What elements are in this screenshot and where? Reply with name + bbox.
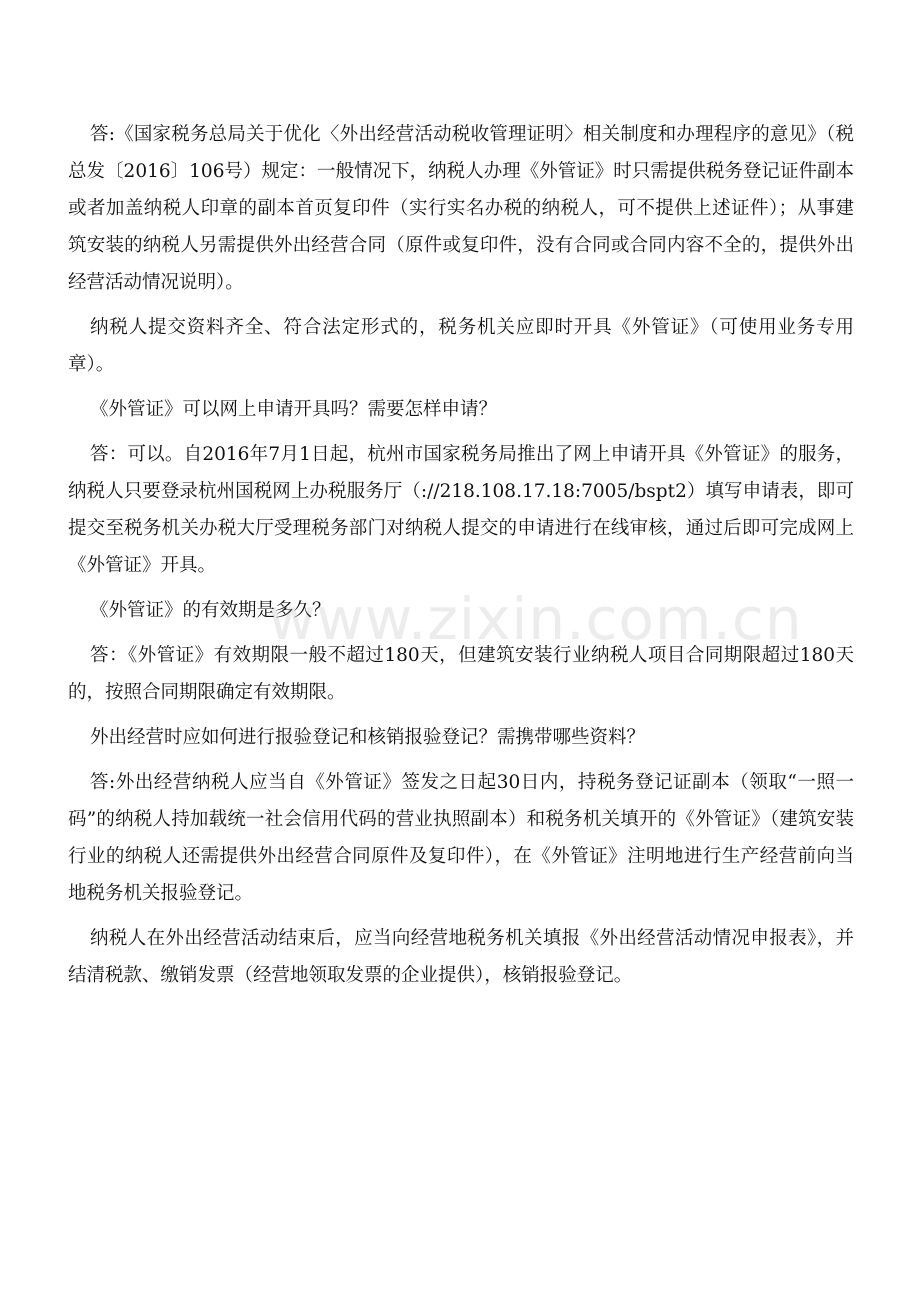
paragraph-question-registration: 外出经营时应如何进行报验登记和核销报验登记？需携带哪些资料？ — [90, 727, 646, 748]
paragraph-completion-declaration: 纳税人在外出经营活动结束后，应当向经营地税务机关填报《外出经营活动情况申报表》，并结清税款、缴销发票（经营地领取发票的企业提供），核销报验登记。 — [68, 928, 854, 986]
paragraph-answer-validity: 答：《外管证》有效期限一般不超过180天，但建筑安装行业纳税人项目合同期限超过180天的，按照合同期限确定有效期限。 — [68, 645, 854, 703]
paragraph-answer-documents: 答:《国家税务总局关于优化〈外出经营活动税收管理证明〉相关制度和办理程序的意见》（税总发〔2016〕106号）规定：一般情况下，纳税人办理《外管证》时只需提供税务登记证件副本或者加盖纳税人印章的副本首页复印件（实行实名办税的纳税人，可不提供上述证件）；从事建筑安装的纳税人另需提供外出经营合同（原件或复印件，没有合同或合同内容不全的，提供外出经营活动情况说明）。 — [68, 124, 854, 293]
paragraph-question-validity: 《外管证》的有效期是多久？ — [90, 600, 331, 621]
watermark: www.zixin.com.cn — [268, 585, 803, 653]
paragraph-answer-online: 答：可以。自2016年7月1日起，杭州市国家税务局推出了网上申请开具《外管证》的服务，纳税人只要登录杭州国税网上办税服务厅（://218.108.17.18:7005/bspt2）填写申请表，即可提交至税务机关办税大厅受理税务部门对纳税人提交的申请进行在线审核，通过后即可完成网上《外管证》开具。 — [68, 444, 854, 576]
paragraph-question-online: 《外管证》可以网上申请开具吗？需要怎样申请？ — [90, 399, 498, 420]
paragraph-issue-immediately: 纳税人提交资料齐全、符合法定形式的，税务机关应即时开具《外管证》（可使用业务专用章）。 — [68, 317, 854, 375]
paragraph-answer-registration: 答:外出经营纳税人应当自《外管证》签发之日起30日内，持税务登记证副本（领取“一照一码”的纳税人持加载统一社会信用代码的营业执照副本）和税务机关填开的《外管证》（建筑安装行业的纳税人还需提供外出经营合同原件及复印件），在《外管证》注明地进行生产经营前向当地税务机关报验登记。 — [68, 772, 854, 904]
document-body — [68, 116, 854, 1002]
